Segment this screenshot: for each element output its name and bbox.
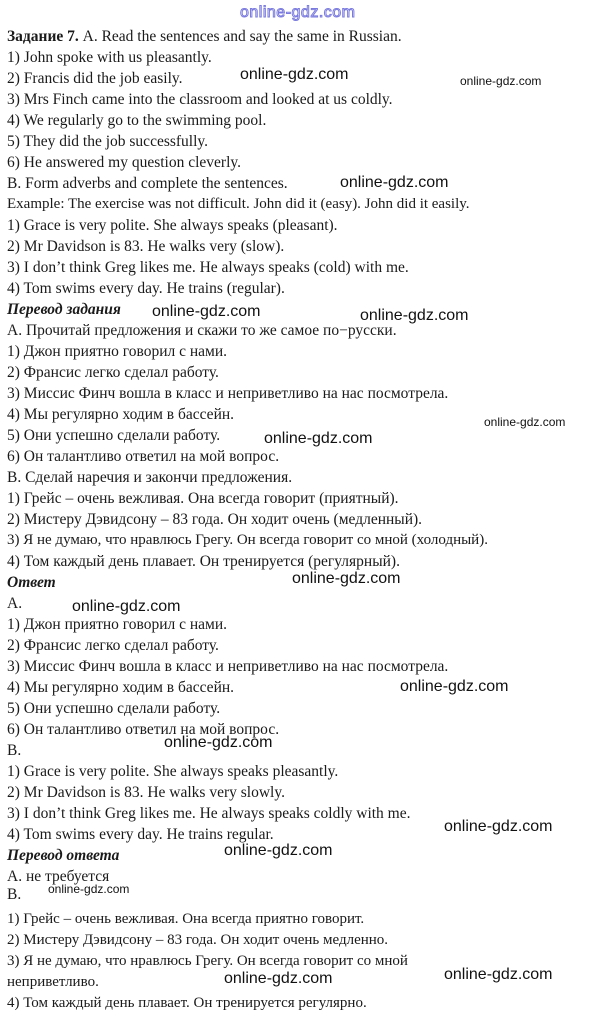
watermark: online-gdz.com (224, 970, 333, 987)
translation-a-item-5: 5) Они успешно сделали работу. (7, 427, 221, 444)
task-b-item-2: 2) Mr Davidson is 83. He walks very (slow). (7, 238, 285, 255)
answer-a-item-3: 3) Миссис Финч вошла в класс и неприветливо на нас посмотрела. (7, 658, 449, 675)
task-a-item-5: 5) They did the job successfully. (7, 133, 209, 150)
translation-b-item-3: 3) Я не думаю, что нравлюсь Грегу. Он всегда говорит со мной (холодный). (7, 532, 488, 548)
watermark: online-gdz.com (240, 66, 349, 83)
translation-a-item-1: 1) Джон приятно говорил с нами. (7, 343, 228, 360)
answer-a-item-2: 2) Франсис легко сделал работу. (7, 637, 219, 654)
answer-translation-b-item-2: 2) Мистеру Дэвидсону – 83 года. Он ходит очень медленно. (7, 932, 389, 948)
translation-a-item-3: 3) Миссис Финч вошла в класс и неприветливо на нас посмотрела. (7, 385, 449, 402)
watermark: online-gdz.com (152, 303, 261, 320)
answer-translation-heading: Перевод ответа (7, 847, 120, 864)
answer-a-item-6: 6) Он талантливо ответил на мой вопрос. (7, 721, 280, 738)
task-a-item-3: 3) Mrs Finch came into the classroom and looked at us coldly. (7, 91, 393, 108)
task-a-item-1: 1) John spoke with us pleasantly. (7, 49, 212, 66)
answer-translation-a: А. не требуется (7, 868, 110, 885)
watermark: online-gdz.com (72, 598, 181, 615)
translation-a-intro: А. Прочитай предложения и скажи то же самое по−русски. (7, 322, 397, 339)
answer-b-item-4: 4) Tom swims every day. He trains regular. (7, 826, 274, 843)
answer-b-item-2: 2) Mr Davidson is 83. He walks very slowly. (7, 784, 285, 801)
watermark: online-gdz.com (264, 430, 373, 447)
watermark: online-gdz.com (292, 570, 401, 587)
answer-b-label: B. (7, 742, 22, 759)
translation-b-item-2: 2) Мистеру Дэвидсону – 83 года. Он ходит очень (медленный). (7, 511, 423, 528)
watermark: online-gdz.com (444, 966, 553, 983)
answer-a-label: A. (7, 595, 23, 612)
watermark: online-gdz.com (224, 842, 333, 859)
answer-translation-b-item-4: 4) Том каждый день плавает. Он тренируется регулярно. (7, 995, 367, 1011)
watermark: online-gdz.com (164, 734, 273, 751)
answer-b-item-3: 3) I don’t think Greg likes me. He always speaks coldly with me. (7, 805, 411, 822)
translation-b-intro: В. Сделай наречия и закончи предложения. (7, 469, 293, 486)
answer-a-item-4: 4) Мы регулярно ходим в бассейн. (7, 679, 235, 696)
watermark-top: online-gdz.com (240, 4, 356, 21)
answer-translation-b-item-3-cont: неприветливо. (7, 974, 99, 990)
watermark: online-gdz.com (444, 818, 553, 835)
answer-translation-b-label: B. (7, 886, 22, 903)
task-title: Задание 7. (7, 28, 79, 45)
task-b-item-1: 1) Grace is very polite. She always speaks (pleasant). (7, 217, 338, 234)
translation-a-item-4: 4) Мы регулярно ходим в бассейн. (7, 406, 235, 423)
task-a-item-6: 6) He answered my question cleverly. (7, 154, 241, 171)
translation-a-item-6: 6) Он талантливо ответил на мой вопрос. (7, 448, 280, 465)
translation-b-item-4: 4) Том каждый день плавает. Он тренируется (регулярный). (7, 553, 400, 570)
task-example: Example: The exercise was not difficult. John did it (easy). John did it easily. (7, 196, 470, 212)
answer-b-item-1: 1) Grace is very polite. She always speaks pleasantly. (7, 763, 339, 780)
watermark: online-gdz.com (340, 174, 449, 191)
answer-a-item-5: 5) Они успешно сделали работу. (7, 700, 221, 717)
task-a-item-2: 2) Francis did the job easily. (7, 70, 183, 87)
answer-translation-b-item-1: 1) Грейс – очень вежливая. Она всегда приятно говорит. (7, 911, 365, 927)
task-heading-line (7, 26, 402, 47)
task-b-intro: B. Form adverbs and complete the sentences. (7, 175, 288, 192)
watermark-small: online-gdz.com (48, 882, 130, 896)
watermark: online-gdz.com (360, 307, 469, 324)
task-instruction: A. Read the sentences and say the same in Russian. (82, 28, 402, 45)
watermark-small: online-gdz.com (484, 415, 566, 429)
answer-a-item-1: 1) Джон приятно говорил с нами. (7, 616, 228, 633)
answer-translation-b-item-3: 3) Я не думаю, что нравлюсь Грегу. Он всегда говорит со мной (7, 953, 408, 969)
translation-a-item-2: 2) Франсис легко сделал работу. (7, 364, 219, 381)
translation-task-heading: Перевод задания (7, 301, 121, 318)
task-a-item-4: 4) We regularly go to the swimming pool. (7, 112, 267, 129)
watermark-small: online-gdz.com (460, 74, 542, 88)
task-b-item-3: 3) I don’t think Greg likes me. He always speaks (cold) with me. (7, 259, 409, 276)
watermark: online-gdz.com (400, 678, 509, 695)
translation-b-item-1: 1) Грейс – очень вежливая. Она всегда говорит (приятный). (7, 490, 399, 507)
task-b-item-4: 4) Tom swims every day. He trains (regular). (7, 280, 285, 297)
answer-heading: Ответ (7, 574, 56, 591)
